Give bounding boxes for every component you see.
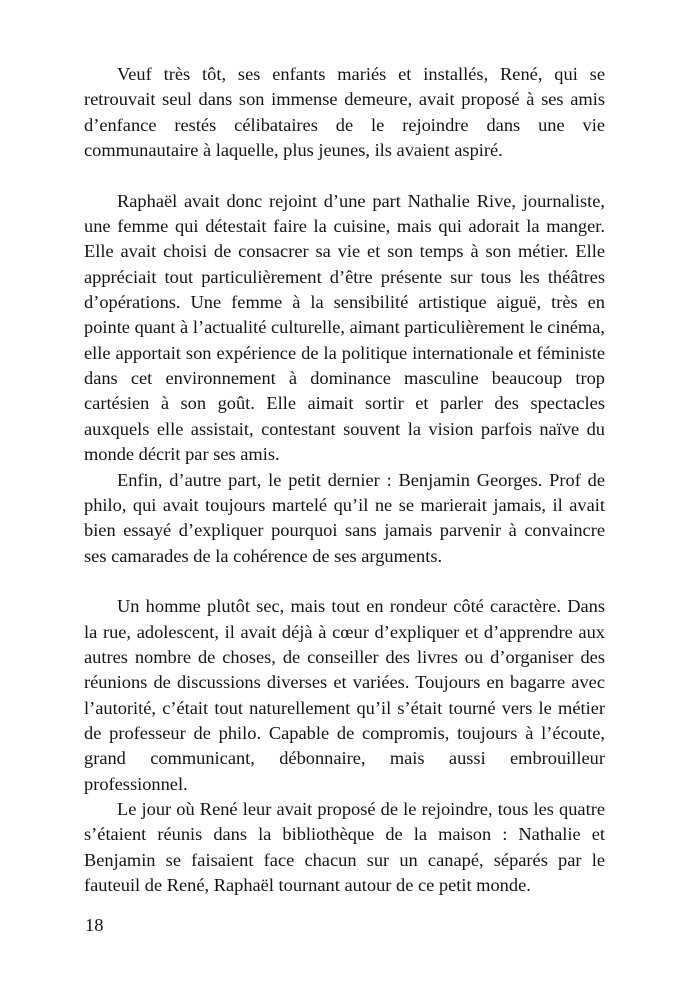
paragraph-library-meeting: Le jour où René leur avait proposé de le rejoindre, tous les quatre s’étaient réunis dans la bibliothèque de la maison : Nathalie et Benjamin se faisaient face chacun sur un canapé, séparés par le fauteuil de René, Raphaël tournant autour de ce petit monde. — [84, 798, 605, 895]
body-text — [84, 62, 605, 898]
paragraph-rene-widower: Veuf très tôt, ses enfants mariés et installés, René, qui se retrouvait seul dans son immense demeure, avait proposé à ses amis d’enfance restés célibataires de le rejoindre dans une vie communautaire à laquelle, plus jeunes, ils avaient aspiré. — [84, 64, 605, 161]
paragraph-benjamin-georges: Enfin, d’autre part, le petit dernier : Benjamin Georges. Prof de philo, qui avait toujours martelé qu’il ne se marierait jamais, il avait bien essayé d’expliquer pourquoi sans jamais parvenir à convaincre ses camarades de la cohérence de ses arguments. — [84, 469, 605, 566]
paragraph-benjamin-character: Un homme plutôt sec, mais tout en rondeur côté caractère. Dans la rue, adolescent, il avait déjà à cœur d’expliquer et d’apprendre aux autres nombre de choses, de conseiller des livres ou d’organiser des réunions de discussions diverses et variées. Toujours en bagarre avec l’autorité, c’était tout naturellement qu’il s’était tourné vers le métier de professeur de philo. Capable de compromis, toujours à l’écoute, grand communicant, débonnaire, mais aussi embrouilleur professionnel. — [84, 596, 605, 794]
paragraph-nathalie-rive: Raphaël avait donc rejoint d’une part Nathalie Rive, journaliste, une femme qui détestait faire la cuisine, mais qui adorait la manger. Elle avait choisi de consacrer sa vie et son temps à son métier. Elle appréciait tout particulièrement d’être présente sur tous les théâtres d’opérations. Une femme à la sensibilité artistique aiguë, très en pointe quant à l’actualité culturelle, aimant particulièrement le cinéma, elle apportait son expérience de la politique internationale et féministe dans cet environnement à dominance masculine beaucoup trop cartésien à son goût. Elle aimait sortir et parler des spectacles auxquels elle assistait, contestant souvent la vision parfois naïve du monde décrit par ses amis. — [84, 190, 605, 465]
page-number: 18 — [85, 915, 104, 935]
